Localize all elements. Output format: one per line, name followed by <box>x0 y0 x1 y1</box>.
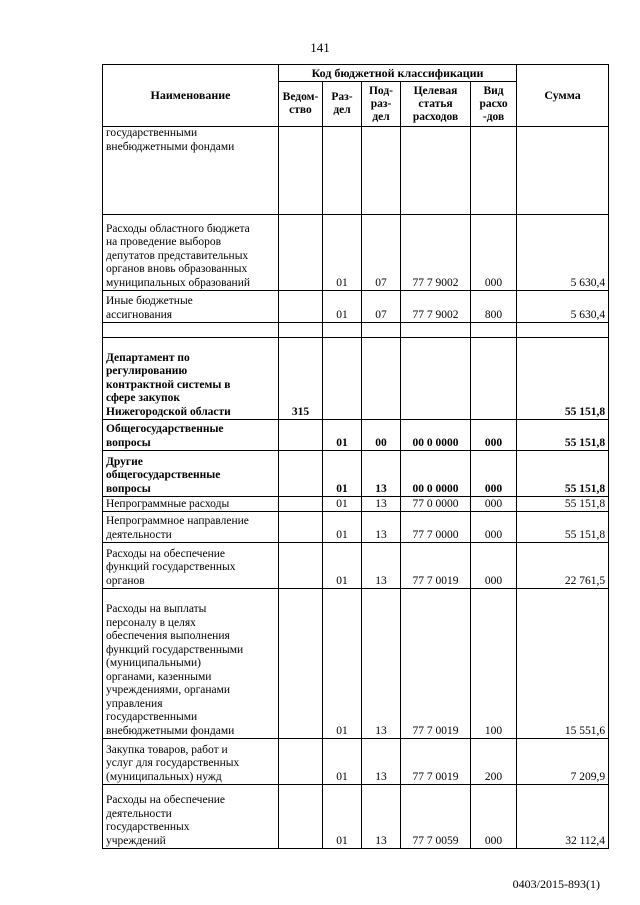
cell-name: Расходы на обеспечение деятельности государственных учреждений <box>103 785 279 849</box>
cell-section <box>323 127 362 215</box>
cell-subsection: 13 <box>362 451 401 497</box>
column-header-subsection: Под- раз- дел <box>362 82 401 127</box>
cell-sum <box>517 127 609 215</box>
cell-sum: 5 630,4 <box>517 215 609 291</box>
cell-name: Расходы областного бюджета на проведение выборов депутатов представительных органов вновь образованных муниципальных образований <box>103 215 279 291</box>
column-header-type: Вид расхо -дов <box>471 82 517 127</box>
cell-dept <box>279 215 323 291</box>
cell-target: 77 7 0019 <box>401 543 471 589</box>
column-header-section: Раз- дел <box>323 82 362 127</box>
cell-dept <box>279 451 323 497</box>
cell-name: Расходы на обеспечение функций государственных органов <box>103 543 279 589</box>
cell-sum: 32 112,4 <box>517 785 609 849</box>
cell-subsection: 13 <box>362 785 401 849</box>
cell-target: 00 0 0000 <box>401 420 471 451</box>
cell-type: 000 <box>471 215 517 291</box>
table-row <box>103 785 609 849</box>
cell-target: 77 7 0019 <box>401 739 471 785</box>
column-header-target: Целевая статья расходов <box>401 82 471 127</box>
cell-dept <box>279 785 323 849</box>
cell-subsection: 13 <box>362 739 401 785</box>
cell-subsection <box>362 338 401 420</box>
table-row <box>103 291 609 323</box>
cell-dept <box>279 291 323 323</box>
cell-name: Расходы на выплаты персоналу в целях обеспечения выполнения функций государственными (муниципальными) органами, казенными учреждениями, органами управления государственными внебюджетными фондами <box>103 589 279 739</box>
cell-dept <box>279 512 323 543</box>
cell-sum: 55 151,8 <box>517 338 609 420</box>
cell-dept <box>279 543 323 589</box>
column-header-dept: Ведом- ство <box>279 82 323 127</box>
cell-subsection: 13 <box>362 512 401 543</box>
cell-name: Закупка товаров, работ и услуг для государственных (муниципальных) нужд <box>103 739 279 785</box>
cell-name: Департамент по регулированию контрактной системы в сфере закупок Нижегородской области <box>103 338 279 420</box>
cell-section: 01 <box>323 420 362 451</box>
cell-subsection: 13 <box>362 497 401 512</box>
cell-sum: 7 209,9 <box>517 739 609 785</box>
cell-target <box>401 127 471 215</box>
page-number: 141 <box>310 40 330 55</box>
cell-dept <box>279 420 323 451</box>
cell-type: 000 <box>471 451 517 497</box>
cell-name: Непрограммное направление деятельности <box>103 512 279 543</box>
cell-type <box>471 323 517 338</box>
document-code: 0403/2015-893(1) <box>512 877 600 891</box>
cell-target: 00 0 0000 <box>401 451 471 497</box>
cell-section: 01 <box>323 785 362 849</box>
cell-dept <box>279 739 323 785</box>
table-row <box>103 338 609 420</box>
cell-sum: 55 151,8 <box>517 420 609 451</box>
cell-section <box>323 323 362 338</box>
cell-subsection <box>362 127 401 215</box>
cell-subsection: 13 <box>362 589 401 739</box>
table-row <box>103 739 609 785</box>
cell-type: 800 <box>471 291 517 323</box>
cell-target <box>401 338 471 420</box>
cell-section: 01 <box>323 497 362 512</box>
cell-sum <box>517 323 609 338</box>
cell-target: 77 7 9002 <box>401 215 471 291</box>
cell-target: 77 7 0019 <box>401 589 471 739</box>
table-body <box>103 127 609 849</box>
column-header-name: Наименование <box>103 65 279 127</box>
table-row <box>103 451 609 497</box>
table-row <box>103 215 609 291</box>
cell-type: 000 <box>471 512 517 543</box>
cell-section: 01 <box>323 512 362 543</box>
cell-sum: 55 151,8 <box>517 451 609 497</box>
cell-name: Непрограммные расходы <box>103 497 279 512</box>
cell-target: 77 7 9002 <box>401 291 471 323</box>
cell-type: 000 <box>471 543 517 589</box>
cell-subsection: 07 <box>362 291 401 323</box>
cell-section: 01 <box>323 215 362 291</box>
cell-dept <box>279 127 323 215</box>
cell-section: 01 <box>323 739 362 785</box>
cell-target: 77 7 0059 <box>401 785 471 849</box>
cell-target <box>401 323 471 338</box>
table-row <box>103 497 609 512</box>
table-row <box>103 127 609 215</box>
budget-table <box>102 64 609 849</box>
cell-type <box>471 127 517 215</box>
cell-target: 77 7 0000 <box>401 512 471 543</box>
table-row <box>103 543 609 589</box>
cell-section: 01 <box>323 543 362 589</box>
cell-subsection: 07 <box>362 215 401 291</box>
cell-dept: 315 <box>279 338 323 420</box>
cell-type: 000 <box>471 497 517 512</box>
cell-name: государственными внебюджетными фондами <box>103 127 279 215</box>
table-row <box>103 589 609 739</box>
cell-dept <box>279 323 323 338</box>
cell-section: 01 <box>323 589 362 739</box>
cell-subsection: 00 <box>362 420 401 451</box>
cell-sum: 22 761,5 <box>517 543 609 589</box>
cell-type: 200 <box>471 739 517 785</box>
cell-sum: 55 151,8 <box>517 512 609 543</box>
column-header-code-group: Код бюджетной классификации <box>279 65 517 82</box>
cell-sum: 5 630,4 <box>517 291 609 323</box>
cell-subsection: 13 <box>362 543 401 589</box>
cell-name <box>103 323 279 338</box>
cell-name: Другие общегосударственные вопросы <box>103 451 279 497</box>
cell-type: 100 <box>471 589 517 739</box>
cell-name: Общегосударственные вопросы <box>103 420 279 451</box>
cell-sum: 55 151,8 <box>517 497 609 512</box>
cell-dept <box>279 497 323 512</box>
cell-dept <box>279 589 323 739</box>
cell-sum: 15 551,6 <box>517 589 609 739</box>
table-row <box>103 323 609 338</box>
column-header-sum: Сумма <box>517 65 609 127</box>
cell-type <box>471 338 517 420</box>
cell-type: 000 <box>471 420 517 451</box>
cell-subsection <box>362 323 401 338</box>
cell-type: 000 <box>471 785 517 849</box>
cell-section: 01 <box>323 291 362 323</box>
cell-section <box>323 338 362 420</box>
table-row <box>103 420 609 451</box>
cell-name: Иные бюджетные ассигнования <box>103 291 279 323</box>
table-row <box>103 512 609 543</box>
cell-target: 77 0 0000 <box>401 497 471 512</box>
cell-section: 01 <box>323 451 362 497</box>
